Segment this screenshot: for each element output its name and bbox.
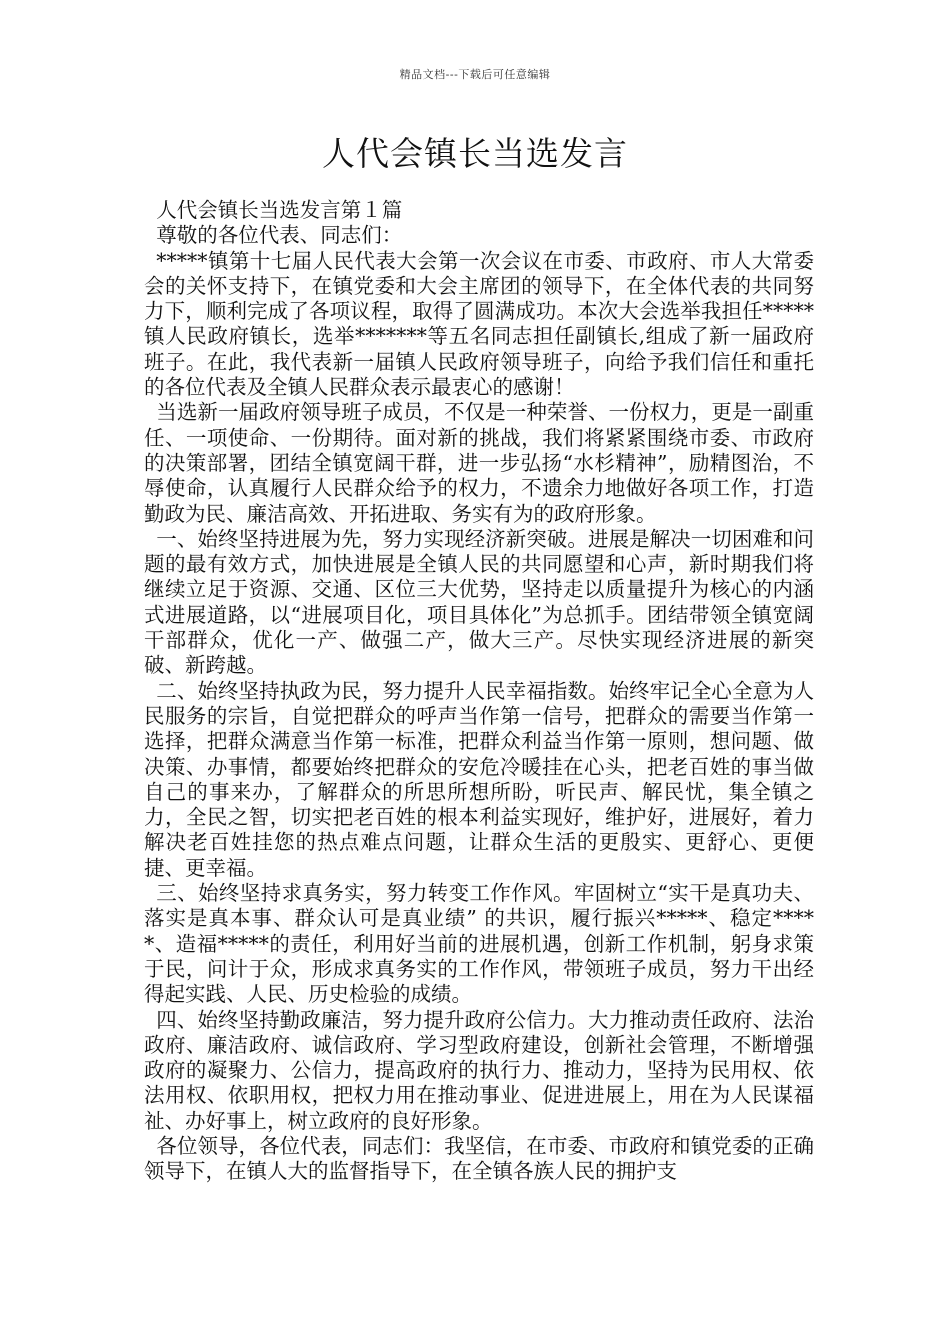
paragraph-point-one: 一、始终坚持进展为先，努力实现经济新突破。进展是解决一切困难和问题的最有效方式，加快进展是全镇人民的共同愿望和心声，新时期我们将继续立足于资源、交通、区位三大优势，坚持走以质量提升为核心的内涵式进展道路，以“进展项目化，项目具体化”为总抓手。团结带领全镇宽阔干部群众，优化一产、做强二产，做大三产。尽快实现经济进展的新突破、新跨越。 — [144, 526, 814, 678]
document-body — [144, 198, 814, 1185]
paragraph-point-four: 四、始终坚持勤政廉洁，努力提升政府公信力。大力推动责任政府、法治政府、廉洁政府、诚信政府、学习型政府建设，创新社会管理，不断增强政府的凝聚力、公信力，提高政府的执行力、推动力，坚持为民用权、依法用权、依职用权，把权力用在推动事业、促进进展上，用在为人民谋福祉、办好事上，树立政府的良好形象。 — [144, 1007, 814, 1133]
paragraph-salutation: 尊敬的各位代表、同志们： — [156, 223, 403, 248]
paragraph-point-two: 二、始终坚持执政为民，努力提升人民幸福指数。始终牢记全心全意为人民服务的宗旨，自觉把群众的呼声当作第一信号，把群众的需要当作第一选择，把群众满意当作第一标准，把群众利益当作第一原则，想问题、做决策、办事情，都要始终把群众的安危冷暖挂在心头，把老百姓的事当做自己的事来办，了解群众的所思所想所盼，听民声、解民忧，集全镇之力，全民之智，切实把老百姓的根本利益实现好，维护好，进展好，着力解决老百姓挂您的热点难点问题，让群众生活的更殷实、更舒心、更便捷、更幸福。 — [144, 678, 814, 880]
page-header: 精品文档---下载后可任意编辑 — [399, 68, 551, 81]
paragraph-opening: *****镇第十七届人民代表大会第一次会议在市委、市政府、市人大常委会的关怀支持下，在镇党委和大会主席团的领导下，在全体代表的共同努力下，顺利完成了各项议程，取得了圆满成功。本次大会选举我担任*****镇人民政府镇长，选举*******等五名同志担任副镇长,组成了新一届政府班子。在此，我代表新一届镇人民政府领导班子，向给予我们信任和重托的各位代表及全镇人民群众表示最衷心的感谢！ — [144, 248, 814, 400]
paragraph-closing: 各位领导，各位代表，同志们：我坚信，在市委、市政府和镇党委的正确领导下，在镇人大的监督指导下，在全镇各族人民的拥护支 — [144, 1133, 814, 1184]
paragraph-point-three: 三、始终坚持求真务实，努力转变工作作风。牢固树立“实干是真功夫、落实是真本事、群众认可是真业绩” 的共识，履行振兴*****、稳定*****、造福*****的责任，利用好当前的进展机遇，创新工作机制，躬身求策于民，问计于众，形成求真务实的工作作风，带领班子成员，努力干出经得起实践、人民、历史检验的成绩。 — [144, 881, 814, 1007]
document-title: 人代会镇长当选发言 — [322, 134, 628, 173]
document-subtitle: 人代会镇长当选发言第１篇 — [156, 198, 403, 222]
paragraph-commitment: 当选新一届政府领导班子成员，不仅是一种荣誉、一份权力，更是一副重任、一项使命、一份期待。面对新的挑战，我们将紧紧围绕市委、市政府的决策部署，团结全镇宽阔干群，进一步弘扬“水杉精神”，励精图治，不辱使命，认真履行人民群众给予的权力，不遗余力地做好各项工作，打造勤政为民、廉洁高效、开拓进取、务实有为的政府形象。 — [144, 400, 814, 526]
